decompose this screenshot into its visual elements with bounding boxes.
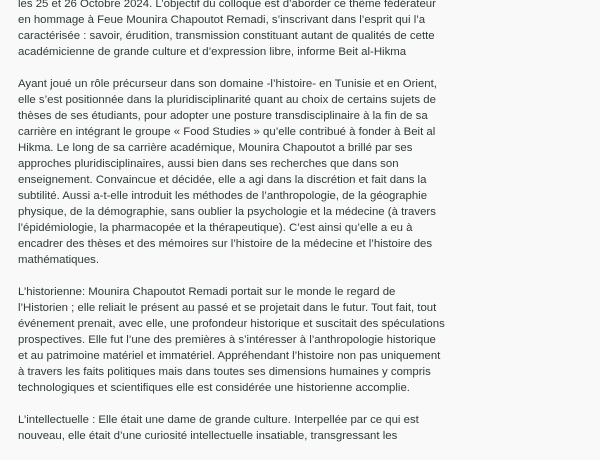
text-line: L’historienne: Mounira Chapoutot Remadi portait sur le monde le regard de (18, 286, 396, 298)
paragraph-historian (18, 284, 584, 396)
text-line: technologiques et scientifiques elle est considérée une historienne accomplie. (18, 382, 410, 394)
text-line: subtilité. Aussi a-t-elle introduit les méthodes de l’anthropologie, de la géographie (18, 190, 428, 202)
text-line: en hommage à Feue Mounira Chapoutot Remadi, s’inscrivant dans l’esprit qui l’a (18, 14, 426, 26)
text-line: physique, de la démographie, sans oublier la psychologie et la médecine (à travers (18, 206, 436, 218)
text-line: l’épidémiologie, la pharmacopée et la thérapeutique). C’est ainsi qu’elle a eu à (18, 222, 413, 234)
paragraph-career (18, 76, 584, 268)
article-body (18, 0, 584, 460)
text-line: mathématiques. (18, 254, 100, 266)
text-line: l’Historien ; elle reliait le présent au passé et se projetait dans le futur. Tout fait, tout (18, 302, 437, 314)
text-line: caractérisée : savoir, érudition, transmission constituant autant de qualités de cette (18, 30, 435, 42)
text-line: à travers les faits politiques mais dans toutes ses dimensions humaines y compris (18, 366, 431, 378)
text-line: et au patrimoine matériel et immatériel. Appréhendant l’histoire non pas uniquement (18, 350, 441, 362)
text-line: Hikma. Le long de sa carrière académique, Mounira Chapoutot a brillé par ses (18, 142, 413, 154)
text-line: académicienne de grande culture et d’expression libre, informe Beit al-Hikma (18, 46, 407, 58)
paragraph-colloquium-intro (18, 0, 584, 60)
text-line: thèses de ses étudiants, pour adopter une posture transdisciplinaire à la fin de sa (18, 110, 428, 122)
paragraph-intellectual (18, 412, 584, 444)
text-line: Ayant joué un rôle précurseur dans son domaine -l’histoire- en Tunisie et en Orient, (18, 78, 437, 90)
text-line: carrière en intégrant le groupe « Food Studies » qu’elle contribué à fonder à Beit al (18, 126, 436, 138)
text-line: nouveau, elle était d’une curiosité intellectuelle insatiable, transgressant les (18, 430, 398, 442)
text-line: événement prenait, avec elle, une profondeur historique et suscitait des spéculations (18, 318, 445, 330)
text-line: enseignement. Convaincue et décidée, elle a agi dans la discrétion et fait dans la (18, 174, 427, 186)
text-line: elle s’est positionnée dans la pluridisciplinarité quant au choix de certains sujets de (18, 94, 436, 106)
text-line: les 25 et 26 Octobre 2024. L’objectif du colloque est d’aborder ce thème fédérateur (18, 0, 436, 10)
text-line: approches pluridisciplinaires, aussi bien dans ses recherches que dans son (18, 158, 399, 170)
text-line: encadrer des thèses et des mémoires sur l’histoire de la médecine et l’histoire des (18, 238, 433, 250)
text-line: prospectives. Elle fut l’une des premières à s’intéresser à l’anthropologie historique (18, 334, 436, 346)
text-line: L’intellectuelle : Elle était une dame de grande culture. Interpellée par ce qui est (18, 414, 419, 426)
